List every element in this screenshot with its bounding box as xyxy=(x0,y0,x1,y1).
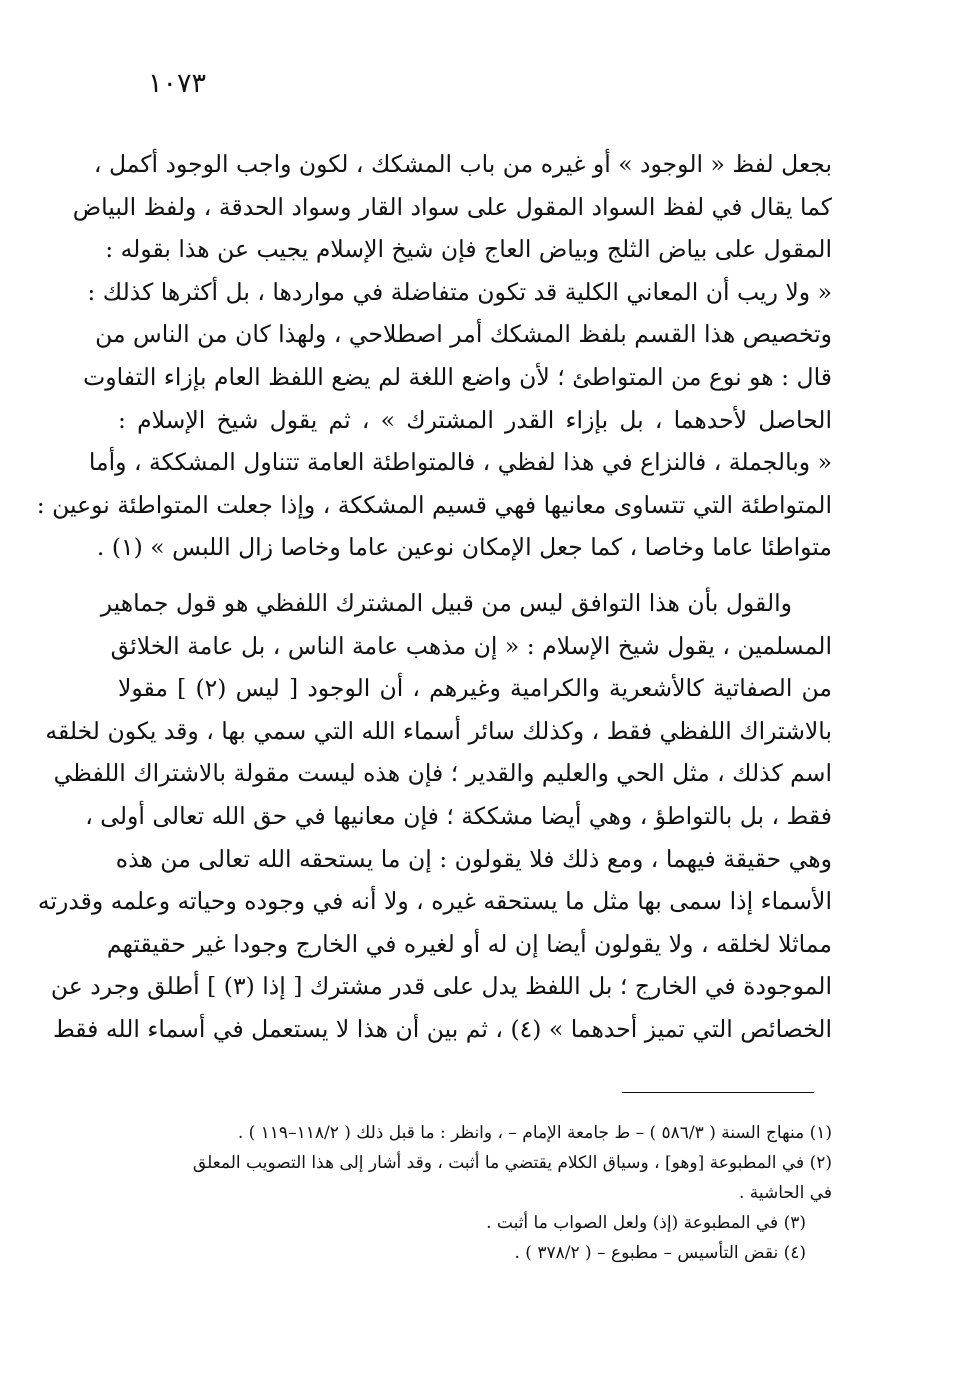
footnote-2-continued: في الحاشية . xyxy=(738,1183,832,1203)
paragraph-1 xyxy=(36,143,832,569)
text-line: الخصائص التي تميز أحدهما » (٤) ، ثم بين أن هذا لا يستعمل في أسماء الله فقط xyxy=(52,1014,832,1043)
text-line: المقول على بياض الثلج وبياض العاج فإن شيخ الإسلام يجيب عن هذا بقوله : xyxy=(105,235,832,264)
text-line: متواطئا عاما وخاصا ، كما جعل الإمكان نوعين عاما وخاصا زال اللبس » (١) . xyxy=(96,533,832,562)
text-line: مماثلا لخلقه ، ولا يقولون أيضا إن له أو لغيره في الخارج وجودا غير حقيقتهم xyxy=(106,929,832,958)
text-line: بجعل لفظ « الوجود » أو غيره من باب المشكك ، لكون واجب الوجود أكمل ، xyxy=(93,150,832,178)
text-line: الأسماء إذا سمى بها مثل ما يستحقه غيره ، ولا أنه في وجوده وحياته وعلمه وقدرته xyxy=(37,887,832,916)
footnotes xyxy=(118,1118,832,1268)
text-line: من الصفاتية كالأشعرية والكرامية وغيرهم ، أن الوجود [ ليس (٢) ] مقولا xyxy=(118,674,832,703)
paragraph-2 xyxy=(37,582,832,1051)
text-line: وهي حقيقة فيهما ، ومع ذلك فلا يقولون : إن ما يستحقه الله تعالى من هذه xyxy=(115,844,832,873)
text-line: بالاشتراك اللفظي فقط ، وكذلك سائر أسماء الله التي سمي بها ، وقد يكون لخلقه xyxy=(45,716,832,745)
text-line: الموجودة في الخارج ؛ بل اللفظ يدل على قدر مشترك [ إذا (٣) ] أطلق وجرد عن xyxy=(50,972,832,1001)
text-line: فقط ، بل بالتواطؤ ، وهي أيضا مشككة ؛ فإن معانيها في حق الله تعالى أولى ، xyxy=(85,801,832,830)
text-line: كما يقال في لفظ السواد المقول على سواد القار وسواد الحدقة ، ولفظ البياض xyxy=(72,192,832,221)
text-line: « وبالجملة ، فالنزاع في هذا لفظي ، فالمتواطئة العامة تتناول المشككة ، وأما xyxy=(88,448,832,477)
page-number: ١٠٧٣ xyxy=(148,68,207,99)
text-line: والقول بأن هذا التوافق ليس من قبيل المشترك اللفظي هو قول جماهير xyxy=(100,589,792,617)
footnote-3: (٣) في المطبوعة (إذ) ولعل الصواب ما أثبت . xyxy=(486,1213,806,1233)
text-line: المتواطئة التي تتساوى معانيها فهي قسيم المشككة ، وإذا جعلت المتواطئة نوعين : xyxy=(36,490,832,519)
footnote-2: (٢) في المطبوعة [وهو] ، وسياق الكلام يقتضي ما أثبت ، وقد أشار إلى هذا التصويب المعلق xyxy=(192,1153,832,1173)
footnote-separator xyxy=(622,1092,814,1093)
text-line: الحاصل لأحدهما ، بل بإزاء القدر المشترك » ، ثم يقول شيخ الإسلام : xyxy=(118,405,832,434)
text-line: « ولا ريب أن المعاني الكلية قد تكون متفاضلة في مواردها ، بل أكثرها كذلك : xyxy=(87,277,832,306)
text-line: المسلمين ، يقول شيخ الإسلام : « إن مذهب عامة الناس ، بل عامة الخلائق xyxy=(110,631,832,660)
text-line: وتخصيص هذا القسم بلفظ المشكك أمر اصطلاحي ، ولهذا كان من الناس من xyxy=(95,320,832,349)
text-line: اسم كذلك ، مثل الحي والعليم والقدير ؛ فإن هذه ليست مقولة بالاشتراك اللفظي xyxy=(53,759,832,788)
footnote-1: (١) منهاج السنة ( ٥٨٦/٣ ) – ط جامعة الإمام – ، وانظر : ما قبل ذلك ( ١١٨/٢–١١٩ ) . xyxy=(237,1123,832,1143)
footnote-4: (٤) نقض التأسيس – مطبوع – ( ٣٧٨/٢ ) . xyxy=(514,1243,806,1263)
text-line: قال : هو نوع من المتواطئ ؛ لأن واضع اللغة لم يضع اللفظ العام بإزاء التفاوت xyxy=(83,362,832,391)
